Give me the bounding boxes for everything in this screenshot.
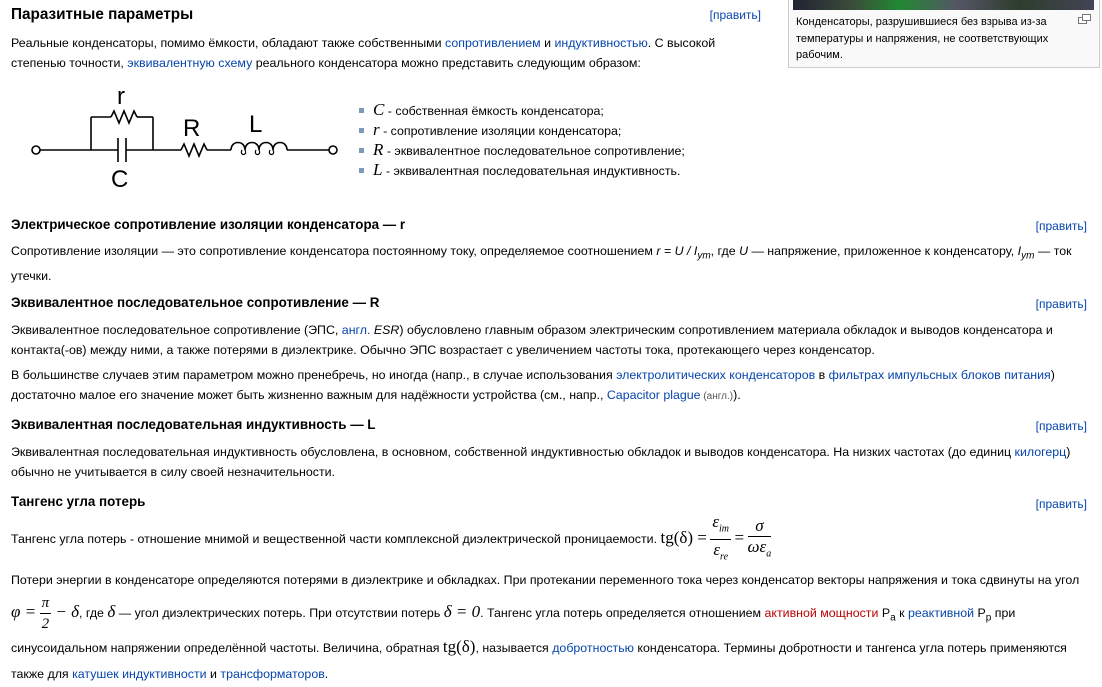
link-capacitor-plague[interactable]: Capacitor plague	[606, 388, 701, 402]
label-R: R	[183, 115, 201, 142]
link-transformers[interactable]: трансформаторов	[220, 667, 325, 681]
section-title-insulation: Электрическое сопротивление изоляции конденсатора — r	[11, 217, 406, 232]
fraction-pi-over-2: $\frac{\pi}{2}$	[41, 595, 50, 632]
edit-link-loss-tangent[interactable]: [править]	[1035, 497, 1087, 511]
section-title-parasitic: Паразитные параметры	[11, 6, 194, 23]
link-kilohertz[interactable]: килогерц	[1014, 445, 1067, 459]
paragraph-esr-1: Эквивалентное последовательное сопротивление (ЭПС, англ. ESR) обусловлено главным образом электрическим сопротивлением материала обкладок и выводов конденсатора и контакта(-ов) между ними, а также потерями в диэлектрике. Обычно ЭПС возрастает с увеличением частоты тока, протекающего через конденсатор.	[11, 323, 1053, 357]
link-active-power[interactable]: активной мощности	[764, 605, 879, 620]
legend-item: R - эквивалентное последовательное сопротивление;	[359, 140, 685, 160]
edit-link-esl[interactable]: [править]	[1035, 419, 1087, 433]
link-q-factor[interactable]: добротностью	[552, 641, 634, 655]
legend-item: L - эквивалентная последовательная индуктивность.	[359, 160, 685, 180]
thumbnail-caption: Конденсаторы, разрушившиеся без взрыва из-за температуры и напряжения, не соответствующих рабочим.	[796, 16, 1049, 61]
fraction-sigma: $\frac{\sigma}{\omega\varepsilon_a}$	[747, 515, 772, 560]
link-inductors[interactable]: катушек индуктивности	[72, 667, 207, 681]
link-electrolytic-capacitors[interactable]: электролитических конденсаторов	[616, 368, 816, 382]
paragraph-esl: Эквивалентная последовательная индуктивность обусловлена, в основном, собственной индуктивностью обкладок и выводов конденсатора. На низких частотах (до единиц килогерц) обычно не учитывается в силу своей незначительности.	[11, 445, 1071, 479]
paragraph-parasitic-intro: Реальные конденсаторы, помимо ёмкости, обладают также собственными сопротивлением и индуктивностью. С высокой степенью точности, эквивалентную схему реального конденсатора можно представить следующим образом:	[11, 36, 716, 70]
fraction-eps: $\frac{\varepsilon_{im}}{\varepsilon_{re}}$	[712, 512, 730, 563]
section-title-esl: Эквивалентная последовательная индуктивность — L	[11, 417, 376, 432]
paragraph-loss-tangent-def: Тангенс угла потерь - отношение мнимой и вещественной части комплексной диэлектрической проницаемости. tg(δ) = $\frac{\varepsilon_{im}}{\varepsilon_{re}}$ = $\frac{\sigma}{\omega\varepsilon_a}$	[11, 512, 1088, 568]
equivalent-circuit-diagram	[31, 80, 351, 195]
magnify-icon[interactable]	[1078, 14, 1091, 24]
edit-link-esr[interactable]: [править]	[1035, 297, 1087, 311]
edit-link-parasitic[interactable]: [править]	[709, 8, 761, 22]
section-title-loss-tangent: Тангенс угла потерь	[11, 494, 146, 509]
link-equivalent-circuit[interactable]: эквивалентную схему	[127, 56, 253, 70]
link-inductance[interactable]: индуктивностью	[554, 36, 648, 50]
label-C: C	[111, 166, 129, 193]
link-power-supply-filters[interactable]: фильтрах импульсных блоков питания	[828, 368, 1051, 382]
capacitor-photo[interactable]	[793, 0, 1094, 10]
paragraph-loss-tangent-energy: Потери энергии в конденсаторе определяются потерями в диэлектрике и обкладках. При протекании переменного тока через конденсатор векторы напряжения и тока сдвинуты на угол φ = $\frac{\pi}{2}$ − δ, где δ — угол диэлектрических потерь. При отсутствии потерь δ = 0. Тангенс угла потерь определяется отношением активной мощности $P_a$ к реактивной $P_р$ при синусоидальном напряжении определённой частоты. Величина, обратная tg(δ), называется добротностью конденсатора. Термины добротности и тангенса угла потерь применяются также для катушек индуктивности и трансформаторов.	[11, 573, 1080, 681]
circuit-legend	[359, 100, 685, 180]
edit-link-insulation[interactable]: [править]	[1035, 219, 1087, 233]
paragraph-insulation: Сопротивление изоляции — это сопротивление конденсатора постоянному току, определяемое соотношением $r = U / I_{ут}$, где U — напряжение, приложенное к конденсатору, $I_{ут}$ — ток утечки.	[11, 244, 1072, 284]
legend-item: r - сопротивление изоляции конденсатора;	[359, 120, 685, 140]
legend-item: C - собственная ёмкость конденсатора;	[359, 100, 685, 120]
section-title-esr: Эквивалентное последовательное сопротивление — R	[11, 295, 380, 310]
label-L: L	[249, 111, 263, 138]
label-r: r	[117, 83, 125, 110]
link-reactive-power[interactable]: реактивной	[907, 605, 975, 620]
link-resistance[interactable]: сопротивлением	[445, 36, 541, 50]
link-english[interactable]: англ.	[341, 323, 371, 337]
paragraph-esr-2: В большинстве случаев этим параметром можно пренебречь, но иногда (напр., в случае использования электролитических конденсаторов в фильтрах импульсных блоков питания) достаточно малое его значение может быть жизненно важным для надёжности устройства (см., напр., Capacitor plague (англ.)).	[11, 368, 1055, 402]
image-thumbnail	[788, 0, 1100, 68]
